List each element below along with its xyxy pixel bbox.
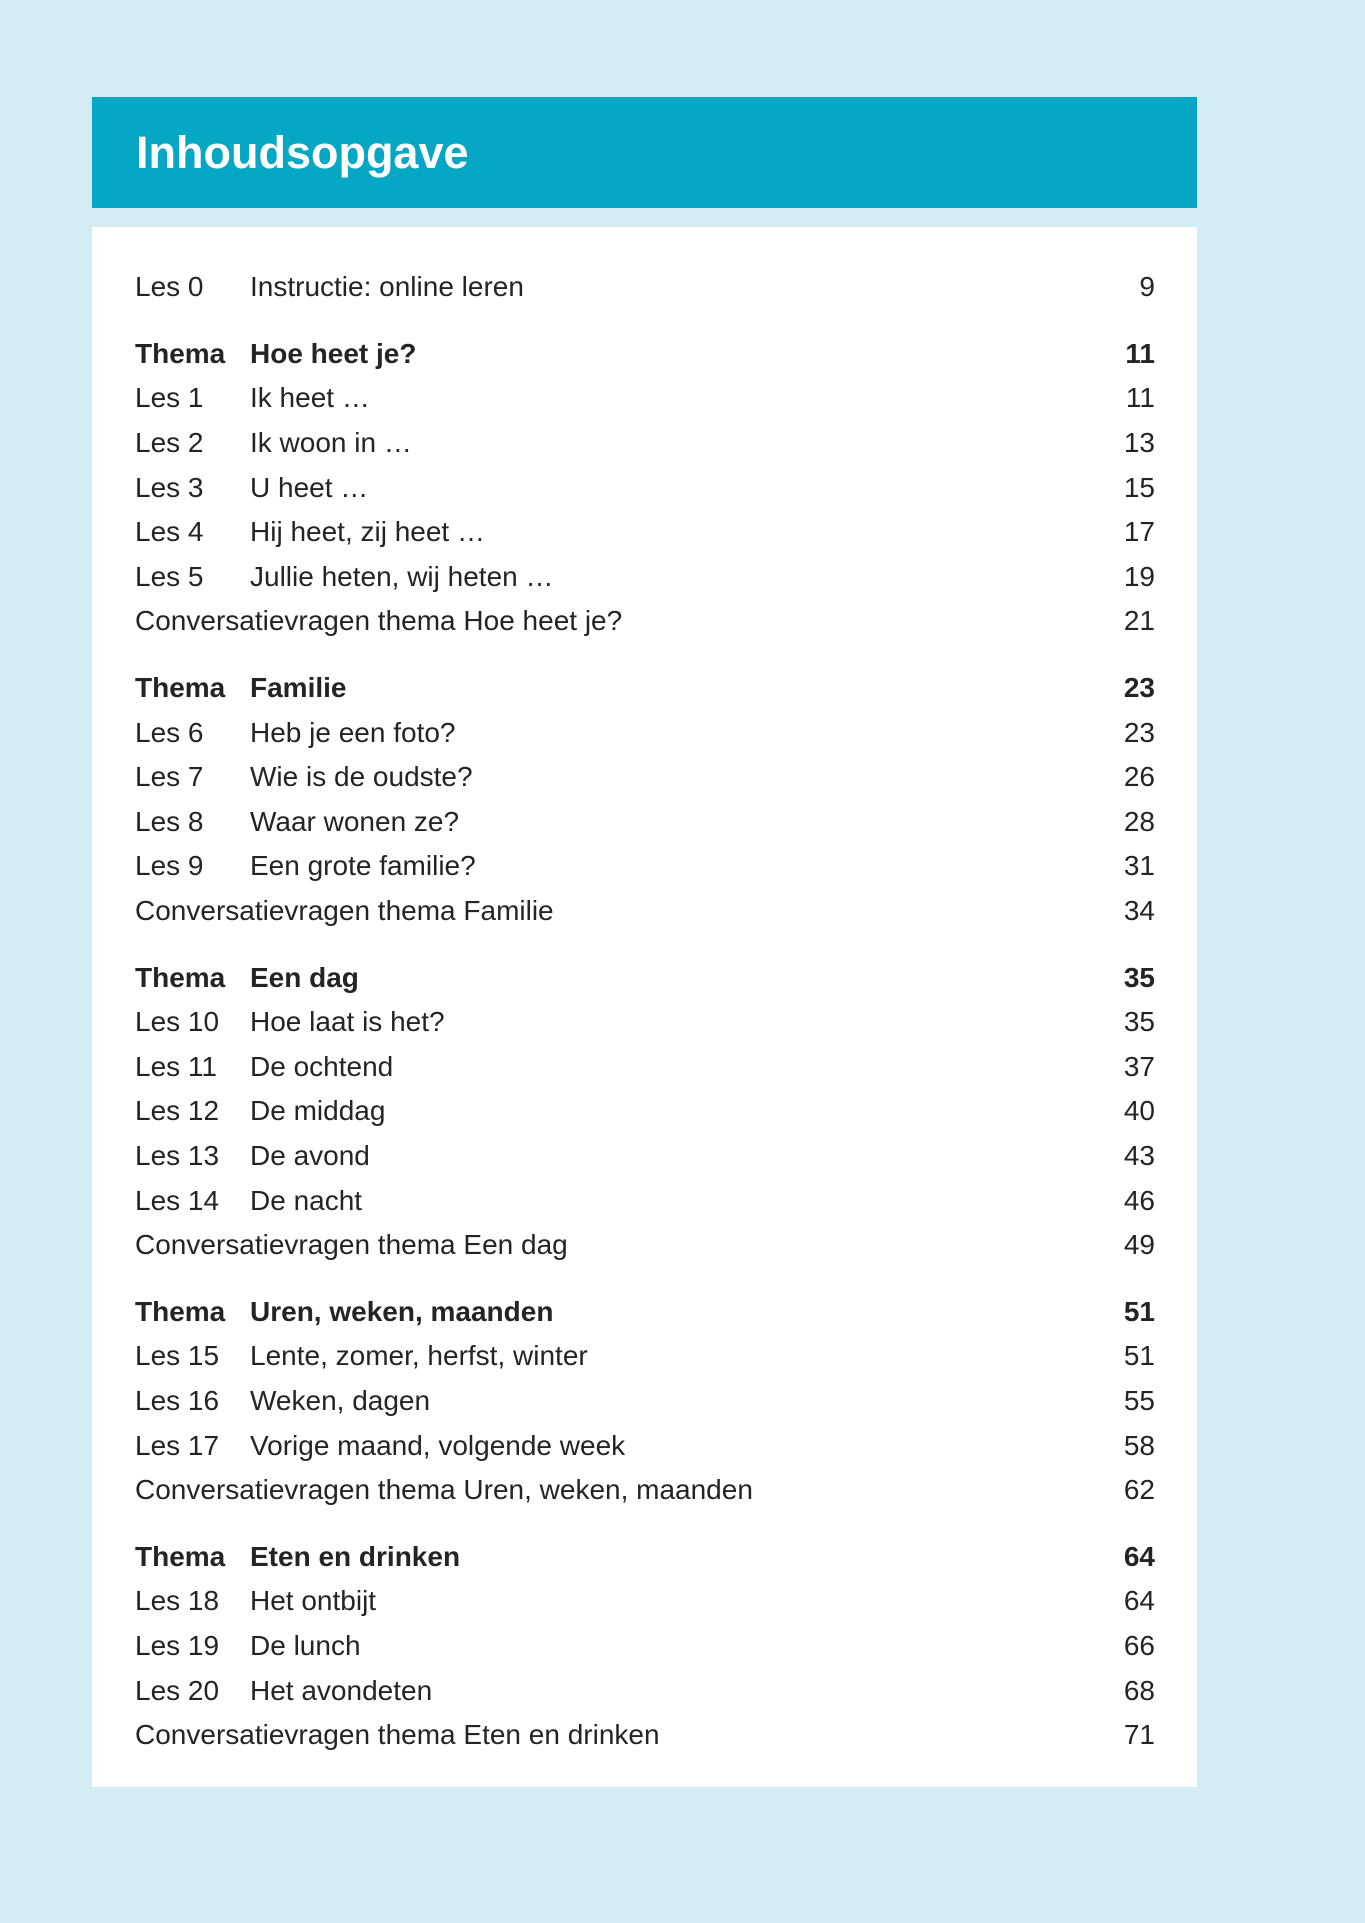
- toc-row-page: 17: [1123, 516, 1155, 548]
- page-title: Inhoudsopgave: [136, 127, 469, 178]
- toc-row-title: Hoe laat is het?: [250, 1006, 445, 1038]
- toc-row-page: 58: [1123, 1429, 1155, 1461]
- toc-row-label: Les 0: [135, 271, 204, 303]
- toc-list: [135, 265, 1155, 1757]
- toc-section: [135, 955, 1155, 1267]
- toc-row-label: Les 3: [135, 471, 204, 503]
- toc-row: [135, 1668, 1155, 1713]
- page-header: [92, 97, 1197, 208]
- toc-row-label: Les 4: [135, 516, 204, 548]
- toc-row: [135, 421, 1155, 466]
- toc-row: [135, 844, 1155, 889]
- toc-row-title: De avond: [250, 1139, 370, 1171]
- toc-row-label: Thema: [135, 1295, 226, 1327]
- toc-row-label: Les 17: [135, 1429, 220, 1461]
- toc-section: [135, 666, 1155, 934]
- toc-row-title: Wie is de oudste?: [250, 761, 473, 793]
- toc-row: [135, 510, 1155, 555]
- toc-row-label: Les 18: [135, 1585, 220, 1617]
- toc-row-title: Conversatievragen thema Uren, weken, maanden: [135, 1474, 753, 1506]
- toc-row-page: 46: [1123, 1184, 1155, 1216]
- toc-row-page: 15: [1123, 471, 1155, 503]
- toc-row-page: 71: [1123, 1719, 1155, 1751]
- toc-row: [135, 265, 1155, 310]
- toc-row: [135, 1379, 1155, 1424]
- toc-row: [135, 1468, 1155, 1513]
- toc-row: [135, 889, 1155, 934]
- toc-row: [135, 1000, 1155, 1045]
- toc-row-label: Thema: [135, 337, 226, 369]
- toc-row: [135, 555, 1155, 600]
- toc-row-title: Een dag: [250, 961, 359, 993]
- toc-row-label: Thema: [135, 672, 226, 704]
- toc-row-title: Heb je een foto?: [250, 716, 456, 748]
- toc-row: [135, 1045, 1155, 1090]
- toc-row: [135, 800, 1155, 845]
- toc-row-title: Hoe heet je?: [250, 337, 417, 369]
- toc-row-page: 13: [1123, 427, 1155, 459]
- toc-row-page: 34: [1123, 895, 1155, 927]
- toc-row-page: 21: [1123, 605, 1155, 637]
- toc-row-title: De nacht: [250, 1184, 363, 1216]
- toc-row-label: Thema: [135, 961, 226, 993]
- toc-row-page: 37: [1123, 1050, 1155, 1082]
- toc-row-label: Les 6: [135, 716, 204, 748]
- toc-row-label: Les 19: [135, 1629, 220, 1661]
- toc-row-title: U heet …: [250, 471, 369, 503]
- toc-row-label: Les 1: [135, 382, 204, 414]
- toc-row-title: Het avondeten: [250, 1674, 433, 1706]
- toc-row-page: 51: [1123, 1295, 1155, 1327]
- toc-row: [135, 710, 1155, 755]
- toc-row-title: Uren, weken, maanden: [250, 1295, 554, 1327]
- toc-row-title: Conversatievragen thema Eten en drinken: [135, 1719, 660, 1751]
- toc-row-page: 35: [1123, 961, 1155, 993]
- toc-row-page: 9: [1139, 271, 1155, 303]
- toc-row-page: 40: [1123, 1095, 1155, 1127]
- toc-row-title: Eten en drinken: [250, 1540, 461, 1572]
- toc-row-page: 28: [1123, 805, 1155, 837]
- toc-row-label: Les 2: [135, 427, 204, 459]
- toc-row-title: De lunch: [250, 1629, 361, 1661]
- toc-row-label: Les 8: [135, 805, 204, 837]
- toc-row-title: Vorige maand, volgende week: [250, 1429, 626, 1461]
- toc-panel: [92, 227, 1197, 1787]
- toc-row-page: 55: [1123, 1384, 1155, 1416]
- toc-row: [135, 755, 1155, 800]
- toc-row: [135, 376, 1155, 421]
- toc-row-page: 23: [1123, 672, 1155, 704]
- toc-row-page: 66: [1123, 1629, 1155, 1661]
- toc-row-title: Ik woon in …: [250, 427, 412, 459]
- toc-row-label: Les 16: [135, 1384, 220, 1416]
- toc-row-title: Waar wonen ze?: [250, 805, 460, 837]
- toc-row: [135, 1423, 1155, 1468]
- toc-row-label: Les 15: [135, 1340, 220, 1372]
- toc-row: [135, 1089, 1155, 1134]
- toc-row-title: Instructie: online leren: [250, 271, 524, 303]
- toc-row-title: Een grote familie?: [250, 850, 476, 882]
- toc-row-title: De middag: [250, 1095, 386, 1127]
- toc-section: [135, 1289, 1155, 1512]
- toc-row-page: 43: [1123, 1139, 1155, 1171]
- toc-row: [135, 955, 1155, 1000]
- toc-row: [135, 1624, 1155, 1669]
- toc-row-page: 31: [1123, 850, 1155, 882]
- toc-row: [135, 1713, 1155, 1758]
- toc-row-title: De ochtend: [250, 1050, 394, 1082]
- toc-row: [135, 1334, 1155, 1379]
- toc-row: [135, 465, 1155, 510]
- toc-row-label: Les 10: [135, 1006, 220, 1038]
- toc-row-title: Conversatievragen thema Een dag: [135, 1229, 568, 1261]
- toc-row-title: Hij heet, zij heet …: [250, 516, 485, 548]
- toc-section: [135, 265, 1155, 310]
- toc-row: [135, 1579, 1155, 1624]
- toc-row-page: 64: [1123, 1540, 1155, 1572]
- toc-row-label: Les 9: [135, 850, 204, 882]
- toc-row-page: 19: [1123, 560, 1155, 592]
- toc-row-title: Weken, dagen: [250, 1384, 431, 1416]
- toc-row-page: 51: [1123, 1340, 1155, 1372]
- toc-row-label: Les 7: [135, 761, 204, 793]
- toc-row-page: 49: [1123, 1229, 1155, 1261]
- toc-row-page: 11: [1125, 382, 1155, 414]
- toc-row-page: 35: [1123, 1006, 1155, 1038]
- toc-row-label: Les 20: [135, 1674, 220, 1706]
- toc-row-label: Thema: [135, 1540, 226, 1572]
- toc-row: [135, 1178, 1155, 1223]
- toc-row-title: Familie: [250, 672, 347, 704]
- toc-row-page: 64: [1123, 1585, 1155, 1617]
- toc-row-page: 23: [1123, 716, 1155, 748]
- toc-row: [135, 1534, 1155, 1579]
- toc-row-page: 68: [1123, 1674, 1155, 1706]
- toc-row-title: Conversatievragen thema Hoe heet je?: [135, 605, 623, 637]
- toc-row-page: 62: [1123, 1474, 1155, 1506]
- toc-row: [135, 332, 1155, 377]
- toc-row-label: Les 14: [135, 1184, 220, 1216]
- toc-row: [135, 599, 1155, 644]
- toc-row: [135, 666, 1155, 711]
- toc-row-label: Les 5: [135, 560, 204, 592]
- toc-row-label: Les 13: [135, 1139, 220, 1171]
- toc-row-label: Les 11: [135, 1050, 217, 1082]
- toc-row: [135, 1223, 1155, 1268]
- toc-row-title: Lente, zomer, herfst, winter: [250, 1340, 588, 1372]
- toc-row-title: Ik heet …: [250, 382, 370, 414]
- toc-row: [135, 1134, 1155, 1179]
- toc-section: [135, 1534, 1155, 1757]
- toc-section: [135, 332, 1155, 644]
- toc-row-title: Jullie heten, wij heten …: [250, 560, 554, 592]
- toc-row-title: Het ontbijt: [250, 1585, 377, 1617]
- toc-row-title: Conversatievragen thema Familie: [135, 895, 554, 927]
- toc-row: [135, 1289, 1155, 1334]
- toc-row-page: 26: [1123, 761, 1155, 793]
- toc-row-label: Les 12: [135, 1095, 220, 1127]
- toc-row-page: 11: [1125, 337, 1155, 369]
